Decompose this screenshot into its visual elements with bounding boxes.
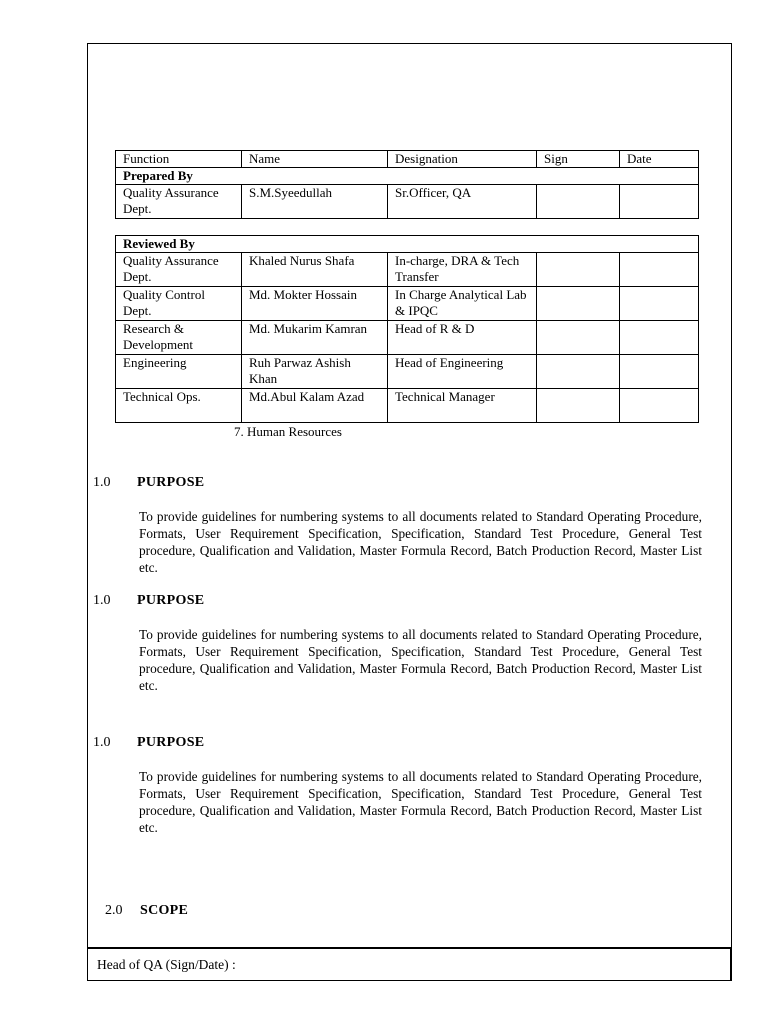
cell-date: [620, 355, 699, 389]
cell-sign: [537, 253, 620, 287]
section-label-row: [116, 236, 699, 253]
cell-function: Quality Control Dept.: [116, 287, 242, 321]
section-number: 1.0: [93, 735, 111, 750]
prepared-by-table: [115, 150, 699, 219]
cell-name: Ruh Parwaz Ashish Khan: [242, 355, 388, 389]
cell-sign: [537, 185, 620, 219]
table-row: [116, 287, 699, 321]
section-title: PURPOSE: [137, 475, 205, 490]
cell-function: Engineering: [116, 355, 242, 389]
cell-date: [620, 287, 699, 321]
cell-designation: In-charge, DRA & Tech Transfer: [388, 253, 537, 287]
reviewed-by-label: Reviewed By: [116, 236, 699, 253]
cell-designation: Head of Engineering: [388, 355, 537, 389]
cell-designation: In Charge Analytical Lab & IPQC: [388, 287, 537, 321]
cell-date: [620, 321, 699, 355]
cell-designation: Head of R & D: [388, 321, 537, 355]
cell-designation: Technical Manager: [388, 389, 537, 423]
header-function: Function: [116, 151, 242, 168]
footer-sign-label: Head of QA (Sign/Date) :: [97, 957, 236, 972]
section-number: 1.0: [93, 475, 111, 490]
cell-date: [620, 253, 699, 287]
cell-date: [620, 389, 699, 423]
cell-function: Quality Assurance Dept.: [116, 185, 242, 219]
cell-name: Md. Mokter Hossain: [242, 287, 388, 321]
section-body: To provide guidelines for numbering systems to all documents related to Standard Operating Procedure, Formats, User Requirement Specification, Specification, Standard Test Procedure, General Test procedure, Qualification and Validation, Master Formula Record, Batch Production Record, Master List etc.: [139, 769, 702, 835]
section-label-row: [116, 168, 699, 185]
section-body: To provide guidelines for numbering systems to all documents related to Standard Operating Procedure, Formats, User Requirement Specification, Specification, Standard Test Procedure, General Test procedure, Qualification and Validation, Master Formula Record, Batch Production Record, Master List etc.: [139, 627, 702, 693]
cell-function: Research & Development: [116, 321, 242, 355]
cell-function: Quality Assurance Dept.: [116, 253, 242, 287]
table-row: [116, 253, 699, 287]
header-designation: Designation: [388, 151, 537, 168]
prepared-by-label: Prepared By: [116, 168, 699, 185]
cell-date: [620, 185, 699, 219]
section-title: PURPOSE: [137, 735, 205, 750]
table-header-row: [116, 151, 699, 168]
table-row: [116, 321, 699, 355]
cell-name: Md. Mukarim Kamran: [242, 321, 388, 355]
section-body: To provide guidelines for numbering systems to all documents related to Standard Operating Procedure, Formats, User Requirement Specification, Specification, Standard Test Procedure, General Test procedure, Qualification and Validation, Master Formula Record, Batch Production Record, Master List etc.: [139, 509, 702, 575]
cell-sign: [537, 321, 620, 355]
table-row: [116, 185, 699, 219]
cell-name: Khaled Nurus Shafa: [242, 253, 388, 287]
table-row: [116, 355, 699, 389]
section-number: 2.0: [105, 903, 123, 918]
table-row: [116, 389, 699, 423]
cell-sign: [537, 287, 620, 321]
cell-name: Md.Abul Kalam Azad: [242, 389, 388, 423]
human-resources-note: 7. Human Resources: [234, 424, 342, 439]
cell-sign: [537, 355, 620, 389]
section-title: SCOPE: [140, 903, 189, 918]
section-title: PURPOSE: [137, 593, 205, 608]
cell-designation: Sr.Officer, QA: [388, 185, 537, 219]
header-date: Date: [620, 151, 699, 168]
header-sign: Sign: [537, 151, 620, 168]
header-name: Name: [242, 151, 388, 168]
section-number: 1.0: [93, 593, 111, 608]
reviewed-by-table: [115, 235, 699, 423]
cell-name: S.M.Syeedullah: [242, 185, 388, 219]
cell-sign: [537, 389, 620, 423]
cell-function: Technical Ops.: [116, 389, 242, 423]
